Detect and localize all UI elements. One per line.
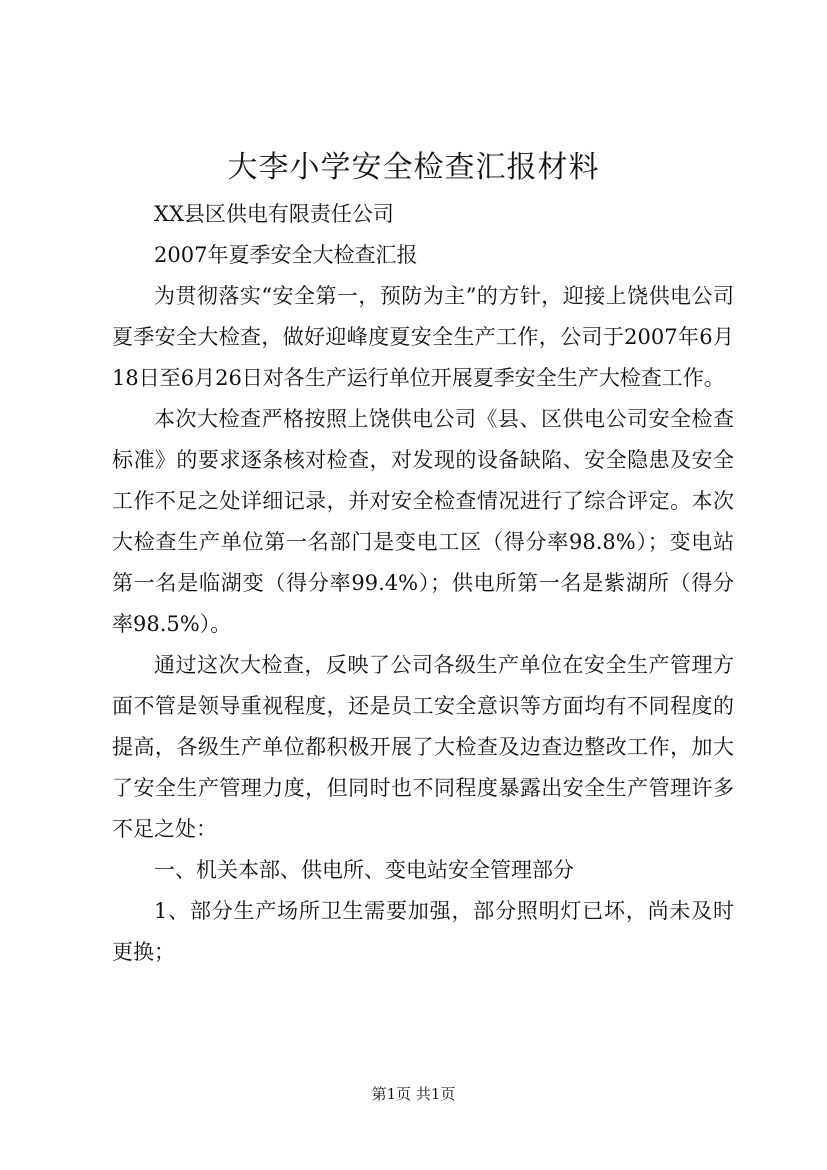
paragraph-results: 本次大检查严格按照上饶供电公司《县、区供电公司安全检查标准》的要求逐条核对检查，对发现的设备缺陷、安全隐患及安全工作不足之处详细记录，并对安全检查情况进行了综合评定。本次大检查生产单位第一名部门是变电工区（得分率98.8%）；变电站第一名是临湖变（得分率99.4%）；供电所第一名是紫湖所（得分率98.5%）。	[112, 407, 734, 636]
section-heading: 一、机关本部、供电所、变电站安全管理部分	[154, 858, 574, 882]
company-name-line: XX县区供电有限责任公司	[154, 202, 394, 226]
report-subtitle-line: 2007年夏季安全大检查汇报	[154, 243, 418, 267]
paragraph-intro: 为贯彻落实“安全第一，预防为主”的方针，迎接上饶供电公司夏季安全大检查，做好迎峰度夏安全生产工作，公司于2007年6月18日至6月26日对各生产运行单位开展夏季安全生产大检查工作。	[112, 284, 734, 390]
document-body	[112, 194, 734, 973]
document-title: 大李小学安全检查汇报材料	[227, 150, 600, 185]
paragraph-findings: 通过这次大检查，反映了公司各级生产单位在安全生产管理方面不管是领导重视程度，还是员工安全意识等方面均有不同程度的提高，各级生产单位都积极开展了大检查及边查边整改工作，加大了安全生产管理力度，但同时也不同程度暴露出安全生产管理许多不足之处：	[112, 653, 734, 841]
list-item: 1、部分生产场所卫生需要加强，部分照明灯已坏，尚未及时更换；	[112, 899, 734, 964]
page-number-footer: 第1页 共1页	[371, 1085, 456, 1103]
